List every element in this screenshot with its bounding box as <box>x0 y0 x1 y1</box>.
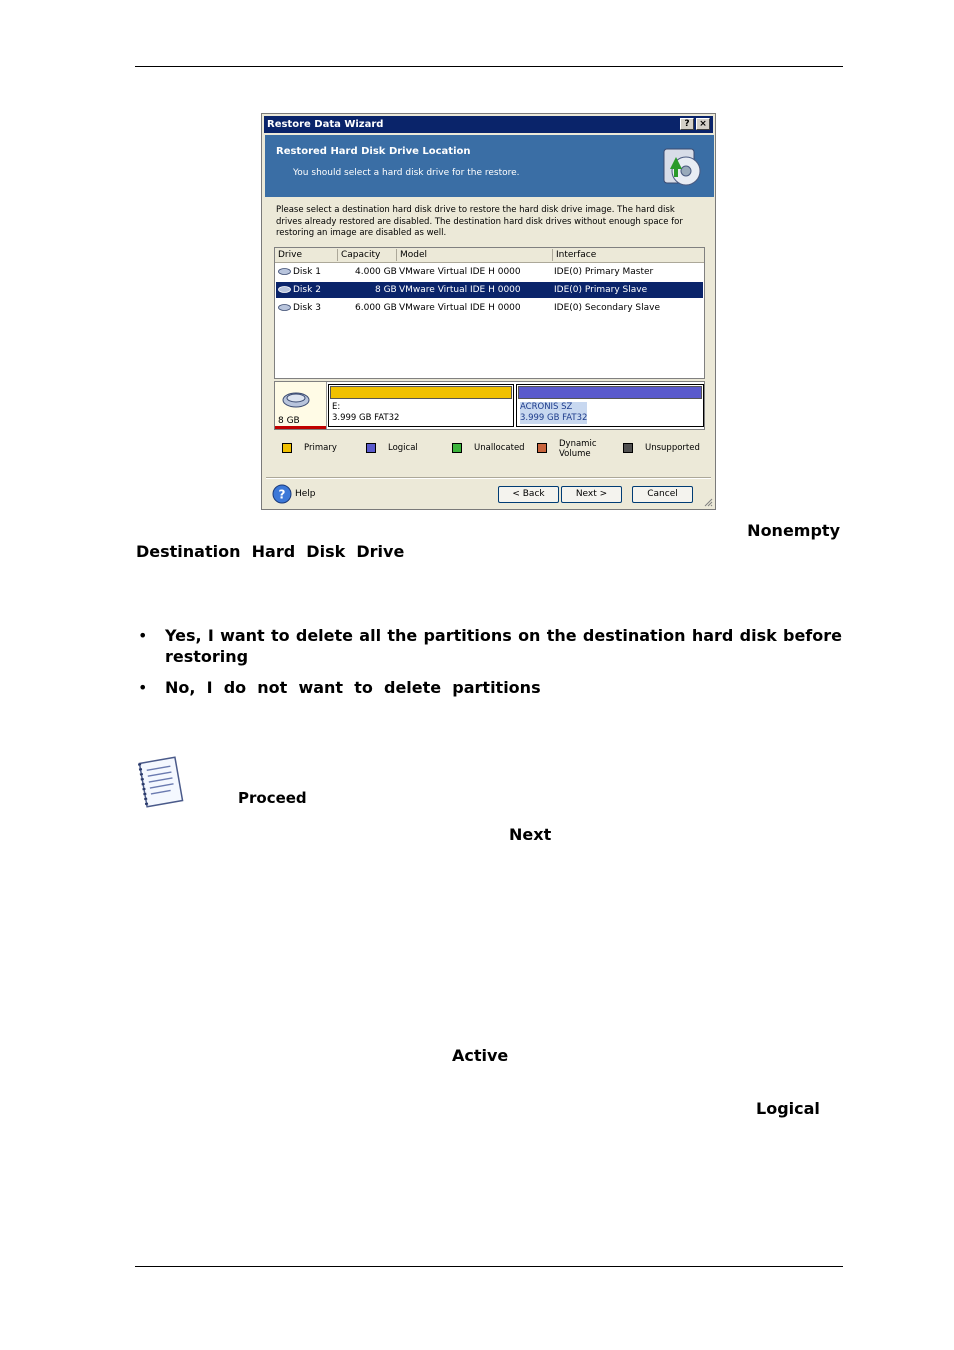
hard-disk-icon <box>281 390 311 410</box>
back-button[interactable]: < Back <box>498 486 559 503</box>
disk-partition-map <box>274 381 705 430</box>
help-link[interactable]: Help <box>295 489 316 499</box>
selected-disk-marker <box>275 426 326 429</box>
disk-size: 8 GB <box>278 416 300 426</box>
hard-disk-icon <box>278 304 291 311</box>
column-header-capacity[interactable]: Capacity <box>338 249 397 261</box>
cancel-button[interactable]: Cancel <box>632 486 693 503</box>
resize-grip-icon[interactable] <box>703 497 713 507</box>
legend-swatch <box>366 443 376 453</box>
model-cell: VMware Virtual IDE H 0000 <box>399 285 521 295</box>
legend-swatch <box>282 443 292 453</box>
partition-e[interactable] <box>328 384 514 427</box>
interface-cell: IDE(0) Secondary Slave <box>554 303 660 313</box>
hard-disk-icon <box>278 286 291 293</box>
window-title: Restore Data Wizard <box>267 119 384 130</box>
svg-text:?: ? <box>278 487 286 502</box>
list-item: • Yes, I want to delete all the partitions on the destination hard disk before restoring <box>136 625 842 667</box>
partition-size: 3.999 GB FAT32 <box>520 413 588 423</box>
destination-hard-disk-drive-term: Destination Hard Disk Drive <box>136 542 405 561</box>
instruction-text: Please select a destination hard disk drive to restore the hard disk drive image. The hard disk drives already restored are disabled. The destination hard disk drives without enough space for restoring an image are disabled as well. <box>276 205 683 238</box>
table-row[interactable] <box>276 264 703 280</box>
footer-rule <box>135 1266 843 1267</box>
proceed-term: Proceed <box>238 789 307 807</box>
interface-cell: IDE(0) Primary Master <box>554 267 654 277</box>
drive-list[interactable] <box>274 247 705 379</box>
close-button[interactable]: × <box>696 118 710 130</box>
partition-legend: Primary Logical Unallocated Dynamic Volume Unsupported <box>280 441 710 465</box>
capacity-cell: 8 GB <box>375 285 397 295</box>
list-item: • No, I do not want to delete partitions <box>136 677 842 698</box>
column-header-drive[interactable]: Drive <box>275 249 338 261</box>
hard-disk-icon <box>278 268 291 275</box>
drive-cell: Disk 1 <box>278 264 321 280</box>
partition-size: 3.999 GB FAT32 <box>332 413 400 423</box>
drive-cell: Disk 2 <box>278 282 321 298</box>
banner-title: Restored Hard Disk Drive Location <box>276 146 471 157</box>
partition-bar <box>518 386 702 399</box>
legend-swatch <box>452 443 462 453</box>
column-header-interface[interactable]: Interface <box>556 250 597 260</box>
partition-acronis-sz[interactable] <box>516 384 704 427</box>
partition-label: ACRONIS SZ <box>520 402 573 412</box>
legend-swatch <box>623 443 633 453</box>
active-term: Active <box>452 1046 509 1065</box>
note-icon <box>135 754 187 810</box>
options-list <box>136 625 842 698</box>
legend-swatch <box>537 443 547 453</box>
logical-term: Logical <box>756 1099 820 1118</box>
restore-disk-icon <box>660 143 706 189</box>
drive-list-header <box>275 248 704 263</box>
capacity-cell: 4.000 GB <box>355 267 397 277</box>
next-button[interactable]: Next > <box>561 486 622 503</box>
model-cell: VMware Virtual IDE H 0000 <box>399 303 521 313</box>
disk-summary[interactable] <box>275 382 327 429</box>
nonempty-term: Nonempty <box>747 521 840 540</box>
wizard-banner <box>265 135 714 197</box>
column-header-model[interactable]: Model <box>397 249 553 261</box>
banner-subtitle: You should select a hard disk drive for the restore. <box>293 168 520 178</box>
help-title-button[interactable]: ? <box>680 118 694 130</box>
help-icon[interactable] <box>272 484 292 504</box>
window-titlebar <box>264 116 713 133</box>
partition-label: E: <box>332 402 341 412</box>
restore-data-wizard-window <box>261 113 716 510</box>
capacity-cell: 6.000 GB <box>355 303 397 313</box>
partition-bar <box>330 386 512 399</box>
interface-cell: IDE(0) Primary Slave <box>554 285 648 295</box>
table-row-selected[interactable] <box>276 282 703 298</box>
model-cell: VMware Virtual IDE H 0000 <box>399 267 521 277</box>
header-rule <box>135 66 843 67</box>
footer-separator <box>266 477 711 479</box>
drive-cell: Disk 3 <box>278 300 321 316</box>
next-term: Next <box>509 825 552 844</box>
table-row[interactable] <box>276 300 703 316</box>
